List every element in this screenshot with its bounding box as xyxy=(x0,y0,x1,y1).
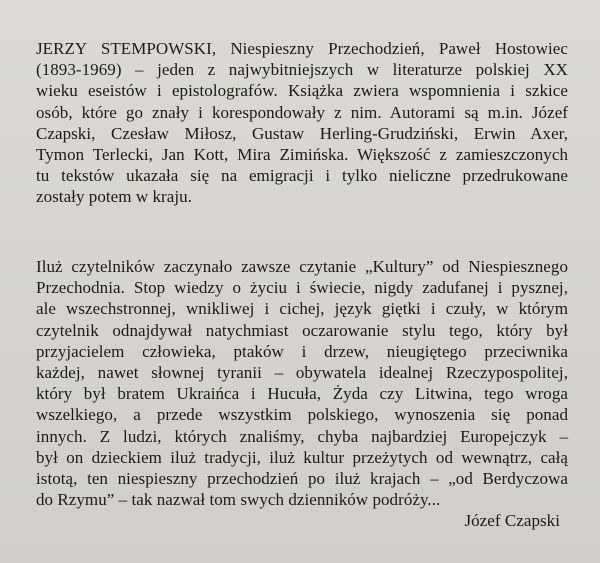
quote-line: do Rzymu” – tak nazwał tom swych dzienników podróży... xyxy=(36,490,441,510)
quote-author: Józef Czapski xyxy=(464,511,560,531)
quote-line: innych. Z ludzi, których znaliśmy, chyba najbardziej Europejczyk – xyxy=(36,426,568,446)
description-line: zostały potem w kraju. xyxy=(36,187,192,207)
description-line: wieku eseistów i epistolografów. Książka zwiera wspomnienia i szkice xyxy=(36,81,568,101)
quote-line: Iluż czytelników zaczynało zawsze czytanie „Kultury” od Niespiesznego xyxy=(36,257,568,276)
description-line: osób, które go znały i korespondowały z nim. Autorami są m.in. Józef xyxy=(36,102,568,122)
description-line: (1893-1969) – jeden z najwybitniejszych w literaturze polskiej XX xyxy=(36,60,568,80)
description-line: Tymon Terlecki, Jan Kott, Mira Zimińska. Większość z zamieszczonych xyxy=(36,145,568,165)
description-line: JERZY STEMPOWSKI, Niespieszny Przechodzień, Paweł Hostowiec xyxy=(36,39,568,58)
quote-line: ale wszechstronnej, wnikliwej i cichej, język giętki i czuły, w którym xyxy=(36,299,568,319)
quote-line: czytelnik odnajdywał natychmiast oczarowanie stylu tego, który był xyxy=(36,320,568,340)
book-description xyxy=(36,38,568,208)
quote-line: Przechodnia. Stop wiedzy o życiu i świecie, nigdy zadufanej i pysznej, xyxy=(36,278,568,298)
quote-line: który był bratem Ukraińca i Hucuła, Żyda czy Litwina, tego wroga xyxy=(36,384,568,404)
quote-line: przyjacielem człowieka, ptaków i drzew, nieugiętego przeciwnika xyxy=(36,341,568,361)
quote-line: był on dzieckiem iluż tradycji, iluż kultur przeżytych od wewnątrz, całą xyxy=(36,447,568,467)
description-line: tu tekstów ukazała się na emigracji i tylko nieliczne przedrukowane xyxy=(36,166,568,186)
quote-line: istotą, ten niespieszny przechodzień po iluż krajach – „od Berdyczowa xyxy=(36,469,568,489)
czapski-quote xyxy=(36,256,568,532)
quote-line: wszelkiego, a przede wszystkim polskiego, wynoszenia się ponad xyxy=(36,405,568,425)
quote-line: każdej, nawet słownej tyranii – obywatela idealnej Rzeczypospolitej, xyxy=(36,363,568,383)
description-line: Czapski, Czesław Miłosz, Gustaw Herling-Grudziński, Erwin Axer, xyxy=(36,123,568,143)
